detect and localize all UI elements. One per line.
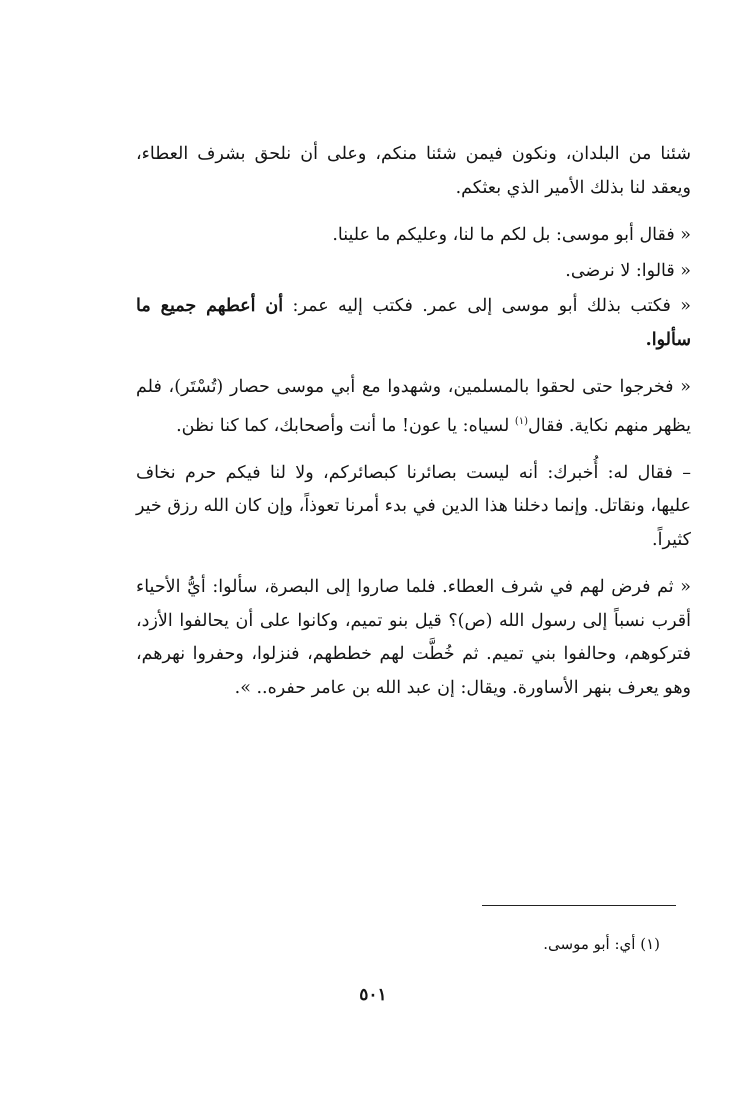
paragraph-4-text: « فكتب بذلك أبو موسى إلى عمر. فكتب إليه عمر:	[283, 296, 691, 316]
paragraph-5-text-after: لسياه: يا عون! ما أنت وأصحابك، كما كنا نظن.	[176, 415, 515, 436]
footnote-marker: (١)	[514, 415, 529, 427]
paragraph-5-text: « فخرجوا حتى لحقوا بالمسلمين، وشهدوا مع أبي موسى حصار (تُسْتَر)، فلم يظهر منهم نكاية. فقال	[136, 377, 691, 436]
paragraph-7: « ثم فرض لهم في شرف العطاء. فلما صاروا إلى البصرة، سألوا: أيُّ الأحياء أقرب نسباً إلى رسول الله (ص)؟ قيل بنو تميم، وكانوا على أن يحالفوا الأزد، فتركوهم، وحالفوا بني تميم. ثم خُطَّت لهم خططهم، فنزلوا، وحفروا نهرهم، وهو يعرف بنهر الأساورة. ويقال: إن عبد الله بن عامر حفره.. ».	[136, 577, 691, 698]
main-text	[136, 138, 691, 705]
paragraph-1: شئنا من البلدان، ونكون فيمن شئنا منكم، وعلى أن نلحق بشرف العطاء، ويعقد لنا بذلك الأمير الذي بعثكم.	[136, 144, 691, 198]
page-number: ٥٠١	[359, 985, 387, 1005]
paragraph-5	[136, 371, 691, 443]
paragraph-4-bold: أن أعطهم جميع ما سألوا.	[136, 296, 691, 350]
paragraph-2: « فقال أبو موسى: بل لكم ما لنا، وعليكم ما علينا.	[332, 225, 691, 245]
paragraph-4	[136, 290, 691, 357]
footnote: (١) أي: أبو موسى.	[543, 935, 660, 953]
paragraph-3: « قالوا: لا نرضى.	[565, 260, 691, 281]
footnote-divider	[482, 905, 676, 906]
paragraph-6: – فقال له: أُخبرك: أنه ليست بصائرنا كبصائركم، ولا لنا فيكم حرم نخاف عليها، ونقاتل. وإنما دخلنا هذا الدين في بدء أمرنا تعوذاً، وإن كان الله رزق خير كثيراً.	[136, 462, 691, 550]
